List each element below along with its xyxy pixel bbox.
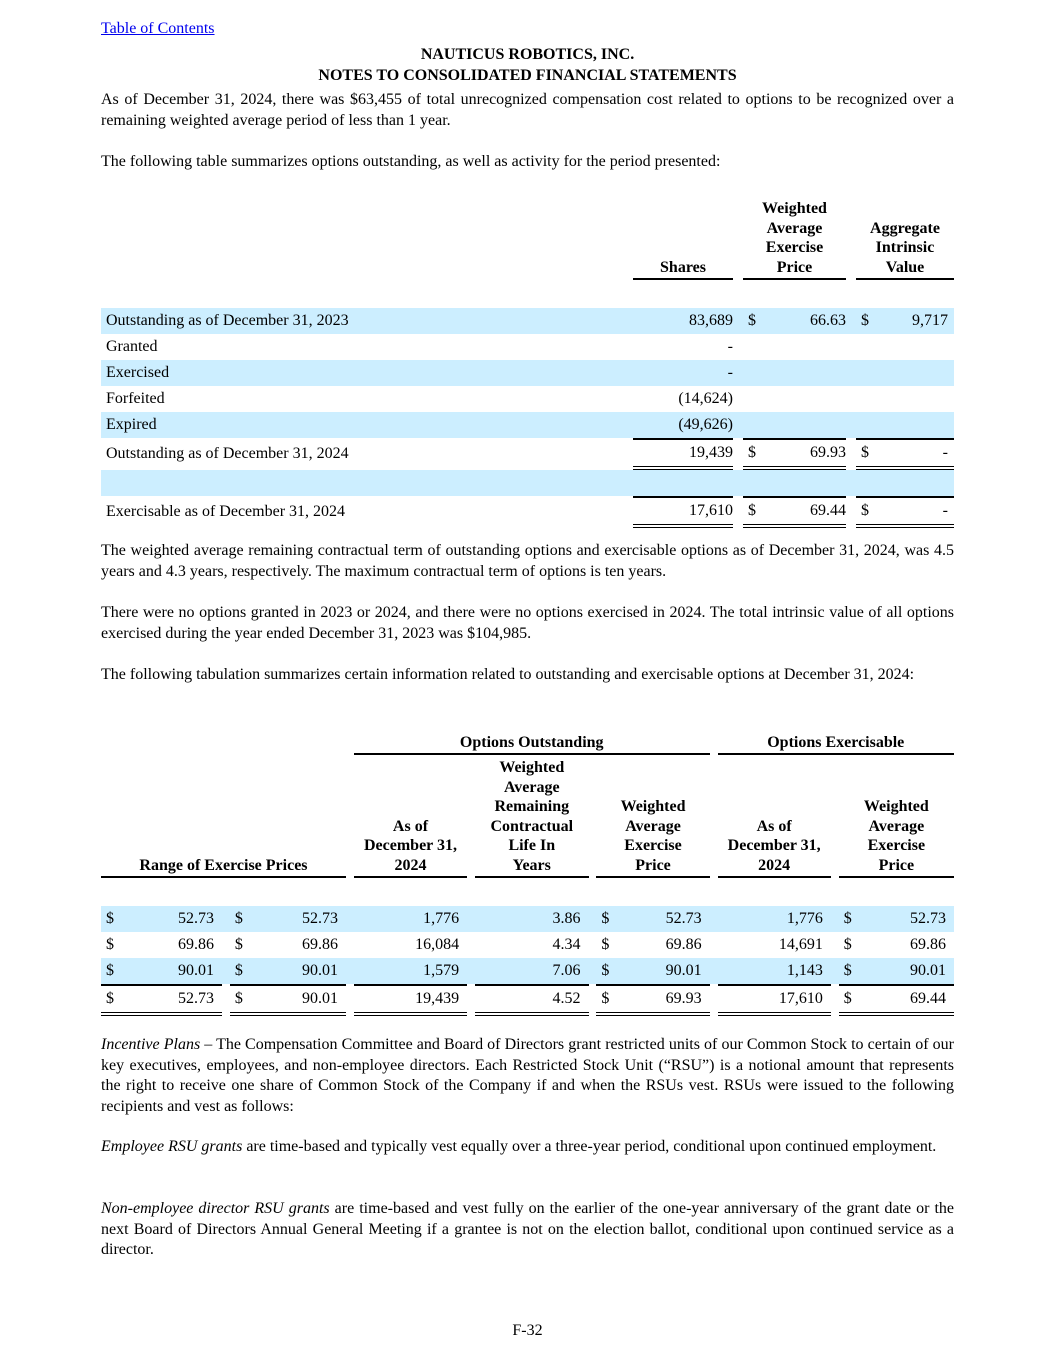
paragraph-tabulation-intro: The following tabulation summarizes certain information related to outstanding and exercisable options at December 31, 2024: bbox=[101, 666, 915, 683]
weighted-average-price: 69.93 bbox=[765, 438, 846, 470]
director-rsu-heading: Non-employee director RSU grants bbox=[101, 1200, 330, 1217]
spacer bbox=[831, 958, 839, 984]
remaining-contractual-life: 3.86 bbox=[552, 909, 581, 927]
spacer bbox=[222, 906, 230, 932]
range-low-price: 90.01 bbox=[178, 961, 214, 979]
table-of-contents-link[interactable]: Table of Contents bbox=[101, 20, 215, 37]
remaining-contractual-life: 4.52 bbox=[475, 984, 589, 1016]
currency-symbol: $ bbox=[101, 984, 123, 1016]
spacer bbox=[831, 906, 839, 932]
currency-symbol: $ bbox=[596, 984, 618, 1016]
range-high-price: 69.86 bbox=[301, 935, 338, 953]
currency-symbol: $ bbox=[743, 496, 765, 528]
spacer bbox=[733, 386, 743, 412]
group-header-options-outstanding: Options Outstanding bbox=[354, 731, 710, 755]
header-weighted-average-exercise-price: Weighted Average Exercise Price bbox=[743, 198, 846, 280]
row-label: Outstanding as of December 31, 2023 bbox=[106, 311, 349, 329]
table-row bbox=[101, 412, 954, 438]
currency-symbol: $ bbox=[106, 909, 114, 927]
table-row bbox=[101, 496, 954, 528]
currency-symbol: $ bbox=[843, 909, 852, 927]
spacer bbox=[846, 412, 856, 438]
spacer bbox=[846, 496, 856, 528]
weighted-average-price bbox=[765, 334, 846, 360]
spacer bbox=[733, 308, 743, 334]
spacer bbox=[710, 932, 718, 958]
currency-symbol bbox=[743, 360, 765, 386]
spacer bbox=[589, 906, 597, 932]
options-exercisable-shares: 1,143 bbox=[786, 961, 823, 979]
spacer bbox=[846, 470, 856, 496]
options-exercisable-shares: 17,610 bbox=[718, 984, 831, 1016]
group-header-options-exercisable: Options Exercisable bbox=[718, 731, 954, 755]
remaining-contractual-life: 4.34 bbox=[552, 935, 581, 953]
exercise-price-range-table bbox=[101, 731, 954, 1016]
options-outstanding-shares: 1,579 bbox=[423, 961, 460, 979]
range-low-price: 52.73 bbox=[178, 909, 214, 927]
spacer bbox=[589, 932, 597, 958]
row-label: Expired bbox=[106, 415, 157, 433]
currency-symbol: $ bbox=[748, 311, 756, 329]
currency-symbol: $ bbox=[843, 961, 852, 979]
currency-symbol: $ bbox=[601, 961, 610, 979]
page-number: F-32 bbox=[512, 1322, 543, 1339]
table-row bbox=[101, 906, 954, 932]
spacer bbox=[733, 334, 743, 360]
table-row bbox=[101, 438, 954, 470]
row-label: Granted bbox=[106, 337, 158, 355]
options-outstanding-shares: 1,776 bbox=[423, 909, 460, 927]
spacer bbox=[710, 906, 718, 932]
currency-symbol: $ bbox=[106, 961, 114, 979]
spacer bbox=[467, 932, 475, 958]
table-row bbox=[101, 984, 954, 1016]
aggregate-intrinsic-value bbox=[878, 360, 954, 386]
range-low-price: 69.86 bbox=[178, 935, 214, 953]
weighted-average-price bbox=[765, 386, 846, 412]
aggregate-intrinsic-value: - bbox=[878, 496, 954, 528]
shares-value: (14,624) bbox=[678, 389, 733, 407]
currency-symbol bbox=[743, 412, 765, 438]
outstanding-weighted-price: 69.93 bbox=[618, 984, 709, 1016]
currency-symbol: $ bbox=[601, 909, 610, 927]
header-outstanding-weighted-price: Weighted Average Exercise Price bbox=[596, 755, 709, 878]
currency-symbol bbox=[856, 360, 878, 386]
exercisable-weighted-price: 69.86 bbox=[910, 935, 946, 953]
aggregate-intrinsic-value bbox=[878, 470, 954, 496]
currency-symbol: $ bbox=[106, 935, 114, 953]
exercisable-weighted-price: 69.44 bbox=[861, 984, 954, 1016]
spacer bbox=[733, 470, 743, 496]
spacer bbox=[346, 906, 354, 932]
currency-symbol bbox=[743, 386, 765, 412]
table-row bbox=[101, 360, 954, 386]
spacer bbox=[467, 958, 475, 984]
aggregate-intrinsic-value bbox=[878, 334, 954, 360]
row-label bbox=[101, 470, 633, 496]
currency-symbol bbox=[856, 470, 878, 496]
spacer bbox=[222, 958, 230, 984]
options-outstanding-shares: 19,439 bbox=[354, 984, 467, 1016]
shares-value bbox=[633, 470, 733, 496]
aggregate-intrinsic-value: - bbox=[878, 438, 954, 470]
currency-symbol: $ bbox=[843, 935, 852, 953]
spacer bbox=[710, 958, 718, 984]
options-exercisable-shares: 14,691 bbox=[778, 935, 823, 953]
spacer bbox=[846, 334, 856, 360]
outstanding-weighted-price: 52.73 bbox=[665, 909, 702, 927]
options-exercisable-shares: 1,776 bbox=[786, 909, 823, 927]
currency-symbol: $ bbox=[234, 909, 243, 927]
table-row bbox=[101, 334, 954, 360]
table-row bbox=[101, 386, 954, 412]
spacer bbox=[222, 984, 230, 1016]
currency-symbol: $ bbox=[856, 438, 878, 470]
options-outstanding-shares: 16,084 bbox=[415, 935, 460, 953]
remaining-contractual-life: 7.06 bbox=[552, 961, 581, 979]
currency-symbol bbox=[856, 386, 878, 412]
currency-symbol bbox=[743, 470, 765, 496]
header-shares: Shares bbox=[633, 198, 733, 280]
currency-symbol: $ bbox=[856, 496, 878, 528]
header-outstanding-as-of: As of December 31, 2024 bbox=[354, 755, 467, 878]
paragraph-incentive-plans: Incentive Plans – The Compensation Committee and Board of Directors grant restricted units of our Common Stock to certain of our key executives, employees, and non-employee directors. Each Restricted Stock Unit (“RSU”) is a notional amount that represents the right to receive one share of Common Stock of the Company if and when the RSUs vest. RSUs were issued to the following recipients and vest as follows: bbox=[101, 1036, 954, 1115]
currency-symbol bbox=[856, 334, 878, 360]
table-row bbox=[101, 308, 954, 334]
row-label: Exercisable as of December 31, 2024 bbox=[106, 502, 346, 520]
range-high-price: 90.01 bbox=[301, 961, 338, 979]
spacer bbox=[831, 932, 839, 958]
spacer bbox=[346, 958, 354, 984]
currency-symbol: $ bbox=[861, 311, 869, 329]
currency-symbol: $ bbox=[234, 961, 243, 979]
spacer bbox=[733, 438, 743, 470]
row-label: Outstanding as of December 31, 2024 bbox=[106, 444, 349, 462]
row-label: Exercised bbox=[106, 363, 170, 381]
outstanding-weighted-price: 90.01 bbox=[665, 961, 702, 979]
paragraph-director-rsu: Non-employee director RSU grants are time-based and vest fully on the earlier of the one-year anniversary of the grant date or the next Board of Directors Annual General Meeting if a grantee is not on the election ballot, conditional upon continued service as a director. bbox=[101, 1200, 954, 1258]
spacer bbox=[710, 984, 718, 1016]
company-name: NAUTICUS ROBOTICS, INC. bbox=[420, 46, 635, 63]
currency-symbol bbox=[743, 334, 765, 360]
aggregate-intrinsic-value bbox=[878, 386, 954, 412]
incentive-plans-heading: Incentive Plans bbox=[101, 1036, 201, 1053]
shares-value: (49,626) bbox=[678, 415, 733, 433]
spacer bbox=[846, 386, 856, 412]
aggregate-intrinsic-value: 9,717 bbox=[912, 311, 948, 329]
spacer bbox=[346, 932, 354, 958]
header-range-of-exercise-prices: Range of Exercise Prices bbox=[101, 755, 346, 878]
paragraph-contractual-term: The weighted average remaining contractual term of outstanding options and exercisable options as of December 31, 2024, was 4.5 years and 4.3 years, respectively. The maximum contractual term of options is ten years. bbox=[101, 542, 954, 580]
spacer bbox=[846, 308, 856, 334]
currency-symbol: $ bbox=[601, 935, 610, 953]
spacer bbox=[222, 932, 230, 958]
weighted-average-price: 69.44 bbox=[765, 496, 846, 528]
paragraph-employee-rsu: Employee RSU grants are time-based and typically vest equally over a three-year period, conditional upon continued employment. bbox=[101, 1138, 937, 1155]
header-remaining-contractual-life: Weighted Average Remaining Contractual Life In Years bbox=[475, 755, 589, 878]
range-high-price: 90.01 bbox=[252, 984, 346, 1016]
header-exercisable-as-of: As of December 31, 2024 bbox=[718, 755, 831, 878]
table-row bbox=[101, 470, 954, 496]
aggregate-intrinsic-value bbox=[878, 412, 954, 438]
page-title: NOTES TO CONSOLIDATED FINANCIAL STATEMENTS bbox=[318, 67, 737, 84]
range-high-price: 52.73 bbox=[301, 909, 338, 927]
shares-value: 19,439 bbox=[633, 438, 733, 470]
paragraph-table-intro: The following table summarizes options outstanding, as well as activity for the period presented: bbox=[101, 153, 721, 170]
paragraph-intrinsic-value: There were no options granted in 2023 or 2024, and there were no options exercised in 2024. The total intrinsic value of all options exercised during the year ended December 31, 2023 was $104,985. bbox=[101, 604, 954, 642]
paragraph-unrecognized-cost: As of December 31, 2024, there was $63,455 of total unrecognized compensation cost related to options to be recognized over a remaining weighted average period of less than 1 year. bbox=[101, 91, 954, 129]
spacer bbox=[346, 984, 354, 1016]
spacer bbox=[846, 360, 856, 386]
spacer bbox=[733, 496, 743, 528]
header-aggregate-intrinsic-value: Aggregate Intrinsic Value bbox=[856, 198, 954, 280]
shares-value: - bbox=[727, 363, 733, 381]
header-exercisable-weighted-price: Weighted Average Exercise Price bbox=[839, 755, 954, 878]
table-row bbox=[101, 932, 954, 958]
exercisable-weighted-price: 90.01 bbox=[910, 961, 946, 979]
row-label: Forfeited bbox=[106, 389, 165, 407]
spacer bbox=[846, 438, 856, 470]
employee-rsu-heading: Employee RSU grants bbox=[101, 1138, 243, 1155]
currency-symbol: $ bbox=[234, 935, 243, 953]
currency-symbol: $ bbox=[743, 438, 765, 470]
currency-symbol: $ bbox=[230, 984, 252, 1016]
spacer bbox=[733, 360, 743, 386]
spacer bbox=[589, 958, 597, 984]
range-low-price: 52.73 bbox=[123, 984, 222, 1016]
weighted-average-price bbox=[765, 360, 846, 386]
shares-value: 17,610 bbox=[633, 496, 733, 528]
currency-symbol bbox=[856, 412, 878, 438]
spacer bbox=[831, 984, 839, 1016]
weighted-average-price bbox=[765, 470, 846, 496]
spacer bbox=[733, 412, 743, 438]
table-row bbox=[101, 958, 954, 984]
spacer bbox=[589, 984, 597, 1016]
weighted-average-price: 66.63 bbox=[810, 311, 846, 329]
shares-value: - bbox=[727, 337, 733, 355]
outstanding-weighted-price: 69.86 bbox=[665, 935, 702, 953]
spacer bbox=[467, 906, 475, 932]
spacer bbox=[467, 984, 475, 1016]
weighted-average-price bbox=[765, 412, 846, 438]
shares-value: 83,689 bbox=[689, 311, 733, 329]
currency-symbol: $ bbox=[839, 984, 861, 1016]
options-activity-table bbox=[101, 198, 954, 528]
exercisable-weighted-price: 52.73 bbox=[910, 909, 946, 927]
